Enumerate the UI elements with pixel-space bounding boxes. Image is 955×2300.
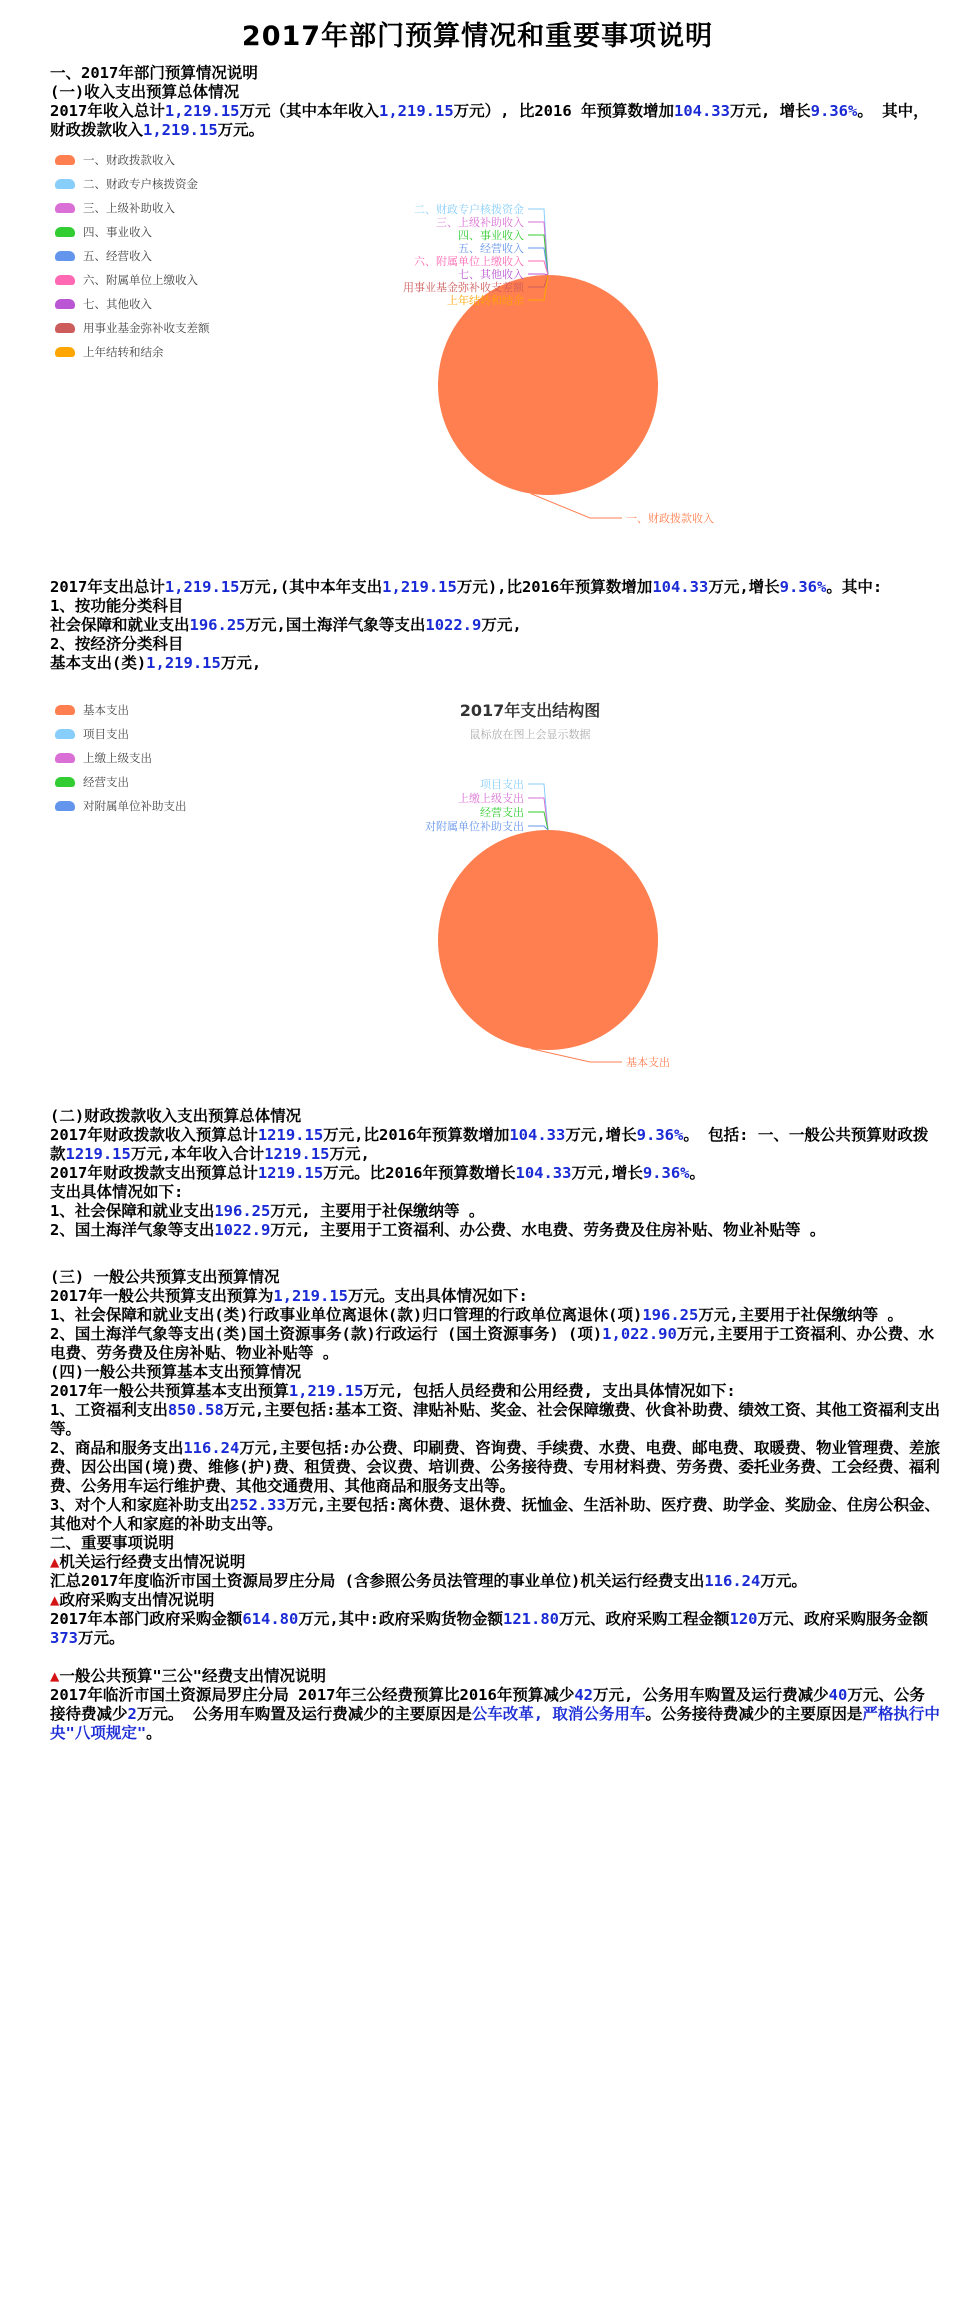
section-expense-summary — [50, 578, 940, 673]
legend-item[interactable] — [55, 794, 187, 818]
legend-label: 五、经营收入 — [83, 249, 152, 263]
label-leader-line — [528, 798, 548, 830]
section-heading: (四)一般公共预算基本支出预算情况 — [50, 1363, 302, 1381]
general-budget-paragraph: 2017年一般公共预算支出预算为1,219.15万元。支出具体情况如下: — [50, 1287, 528, 1305]
legend-label: 上缴上级支出 — [83, 751, 152, 765]
legend-item[interactable] — [55, 148, 210, 172]
legend-swatch-icon — [55, 179, 75, 189]
detail-item: 2、国土海洋气象等支出1022.9万元, 主要用于工资福利、办公费、水电费、劳务费及住房补贴、物业补贴等 。 — [50, 1221, 826, 1239]
legend-item[interactable] — [55, 722, 187, 746]
procurement-paragraph: 2017年本部门政府采购金额614.80万元,其中:政府采购货物金额121.80万元、政府采购工程金额120万元、政府采购服务金额373万元。 — [50, 1610, 929, 1647]
fiscal-income-paragraph: 2017年财政拨款收入预算总计1219.15万元,比2016年预算数增加104.33万元,增长9.36%。 包括: 一、一般公共预算财政拨款1219.15万元,本年收入合计1219.15万元, — [50, 1126, 929, 1163]
triangle-marker-icon: ▲ — [50, 1667, 60, 1685]
basic-budget-paragraph: 2017年一般公共预算基本支出预算1,219.15万元, 包括人员经费和公用经费, 支出具体情况如下: — [50, 1382, 736, 1400]
slice-label: 四、事业收入 — [458, 229, 524, 242]
subsection-heading: ▲政府采购支出情况说明 — [50, 1591, 215, 1609]
slice-label: 上年结转和结余 — [447, 294, 524, 307]
slice-label: 三、上级补助收入 — [436, 216, 524, 229]
legend-swatch-icon — [55, 299, 75, 309]
legend-swatch-icon — [55, 729, 75, 739]
legend-item[interactable] — [55, 244, 210, 268]
subsection-heading: ▲一般公共预算"三公"经费支出情况说明 — [50, 1667, 327, 1685]
three-public-expense-paragraph: 2017年临沂市国土资源局罗庄分局 2017年三公经费预算比2016年预算减少42万元, 公务用车购置及运行费减少40万元、公务接待费减少2万元。 公务用车购置及运行费减少的主要原因是公车改革, 取消公务用车。公务接待费减少的主要原因是严格执行中央"八项规定"。 — [50, 1686, 940, 1742]
pie-slice[interactable] — [438, 830, 658, 1050]
detail-item: 2、国土海洋气象等支出(类)国土资源事务(款)行政运行 (国土资源事务) (项)1,022.90万元,主要用于工资福利、办公费、水电费、劳务费及住房补贴、物业补贴等 。 — [50, 1325, 935, 1362]
label-leader-line — [528, 261, 548, 275]
expense-pie-chart[interactable] — [280, 770, 800, 1090]
legend-label: 经营支出 — [83, 775, 129, 789]
slice-label: 二、财政专户核拨资金 — [414, 203, 524, 216]
expense-func-heading: 1、按功能分类科目 — [50, 597, 184, 615]
legend-label: 对附属单位补助支出 — [83, 799, 187, 813]
slice-label: 对附属单位补助支出 — [425, 820, 524, 833]
legend-label: 用事业基金弥补收支差额 — [83, 321, 210, 335]
subsection-heading: ▲机关运行经费支出情况说明 — [50, 1553, 246, 1571]
income-paragraph: 2017年收入总计1,219.15万元（其中本年收入1,219.15万元）, 比2016 年预算数增加104.33万元, 增长9.36%。 其中，财政拨款收入1,219.15万元。 — [50, 102, 929, 139]
label-leader-line — [528, 826, 548, 830]
expense-chart-subtitle: 鼠标放在图上会显示数据 — [469, 728, 591, 741]
expense-chart-title: 2017年支出结构图 — [459, 701, 601, 720]
legend-label: 项目支出 — [83, 727, 129, 741]
slice-label: 一、财政拨款收入 — [626, 512, 714, 525]
detail-item: 3、对个人和家庭补助支出252.33万元,主要包括:离休费、退休费、抚恤金、生活补助、医疗费、助学金、奖励金、住房公积金、其他对个人和家庭的补助支出等。 — [50, 1496, 941, 1533]
subsection-heading: (一)收入支出预算总体情况 — [50, 83, 240, 101]
slice-label: 经营支出 — [480, 806, 524, 819]
slice-label: 项目支出 — [480, 778, 524, 791]
legend-swatch-icon — [55, 705, 75, 715]
income-pie-chart[interactable] — [280, 190, 800, 540]
slice-label: 五、经营收入 — [458, 242, 524, 255]
triangle-marker-icon: ▲ — [50, 1553, 60, 1571]
expense-econ-line: 基本支出(类)1,219.15万元, — [50, 654, 262, 672]
legend-item[interactable] — [55, 268, 210, 292]
legend-label: 一、财政拨款收入 — [83, 153, 175, 167]
legend-item[interactable] — [55, 196, 210, 220]
label-leader-line — [528, 274, 548, 275]
legend-swatch-icon — [55, 227, 75, 237]
legend-swatch-icon — [55, 347, 75, 357]
legend-swatch-icon — [55, 275, 75, 285]
legend-swatch-icon — [55, 801, 75, 811]
detail-intro: 支出具体情况如下: — [50, 1183, 184, 1201]
legend-swatch-icon — [55, 203, 75, 213]
section-income-summary — [50, 64, 940, 140]
slice-label: 上缴上级支出 — [458, 792, 524, 805]
legend-swatch-icon — [55, 155, 75, 165]
section-fiscal-appropriation — [50, 1107, 940, 1240]
legend-item[interactable] — [55, 698, 187, 722]
expense-func-line: 社会保障和就业支出196.25万元,国土海洋气象等支出1022.9万元, — [50, 616, 522, 634]
legend-swatch-icon — [55, 323, 75, 333]
slice-label: 基本支出 — [626, 1056, 670, 1069]
legend-swatch-icon — [55, 753, 75, 763]
legend-label: 七、其他收入 — [83, 297, 152, 311]
section-general-budget — [50, 1268, 940, 1743]
legend-swatch-icon — [55, 777, 75, 787]
expense-chart-legend — [55, 698, 187, 818]
legend-label: 四、事业收入 — [83, 225, 152, 239]
legend-label: 上年结转和结余 — [83, 345, 164, 359]
legend-item[interactable] — [55, 340, 210, 364]
detail-item: 1、工资福利支出850.58万元,主要包括:基本工资、津贴补贴、奖金、社会保障缴费、伙食补助费、绩效工资、其他工资福利支出等。 — [50, 1401, 941, 1438]
section-heading: (三) 一般公共预算支出预算情况 — [50, 1268, 280, 1286]
legend-swatch-icon — [55, 251, 75, 261]
detail-item: 1、社会保障和就业支出196.25万元, 主要用于社保缴纳等 。 — [50, 1202, 485, 1220]
section-heading: 二、重要事项说明 — [50, 1534, 175, 1552]
legend-item[interactable] — [55, 172, 210, 196]
pie-slice[interactable] — [438, 275, 658, 495]
triangle-marker-icon: ▲ — [50, 1591, 60, 1609]
slice-label: 六、附属单位上缴收入 — [414, 255, 524, 268]
section-heading: (二)财政拨款收入支出预算总体情况 — [50, 1107, 302, 1125]
section-heading: 一、2017年部门预算情况说明 — [50, 64, 258, 82]
legend-label: 六、附属单位上缴收入 — [83, 273, 198, 287]
detail-item: 2、商品和服务支出116.24万元,主要包括:办公费、印刷费、咨询费、手续费、水费、电费、邮电费、取暖费、物业管理费、差旅费、因公出国(境)费、维修(护)费、租赁费、会议费、培训费、公务接待费、专用材料费、劳务费、委托业务费、工会经费、福利费、公务用车运行维护费、其他交通费用、其他商品和服务支出等。 — [50, 1439, 941, 1495]
fiscal-expense-paragraph: 2017年财政拨款支出预算总计1219.15万元。比2016年预算数增长104.33万元,增长9.36%。 — [50, 1164, 706, 1182]
label-leader-line — [531, 494, 622, 518]
legend-item[interactable] — [55, 770, 187, 794]
income-chart-legend — [55, 148, 210, 364]
detail-item: 1、社会保障和就业支出(类)行政事业单位离退休(款)归口管理的行政单位离退休(项)196.25万元,主要用于社保缴纳等 。 — [50, 1306, 903, 1324]
page-title: 2017年部门预算情况和重要事项说明 — [241, 21, 714, 52]
slice-label: 用事业基金弥补收支差额 — [403, 281, 524, 294]
operating-cost-paragraph: 汇总2017年度临沂市国土资源局罗庄分局 (含参照公务员法管理的事业单位)机关运行经费支出116.24万元。 — [50, 1572, 807, 1590]
legend-label: 基本支出 — [83, 703, 129, 717]
expense-paragraph: 2017年支出总计1,219.15万元,(其中本年支出1,219.15万元),比2016年预算数增加104.33万元,增长9.36%。其中: — [50, 578, 883, 596]
expense-econ-heading: 2、按经济分类科目 — [50, 635, 184, 653]
legend-label: 二、财政专户核拨资金 — [83, 177, 198, 191]
slice-label: 七、其他收入 — [458, 268, 524, 281]
legend-item[interactable] — [55, 220, 210, 244]
legend-item[interactable] — [55, 746, 187, 770]
legend-item[interactable] — [55, 316, 210, 340]
legend-item[interactable] — [55, 292, 210, 316]
legend-label: 三、上级补助收入 — [83, 201, 175, 215]
label-leader-line — [531, 1049, 622, 1062]
